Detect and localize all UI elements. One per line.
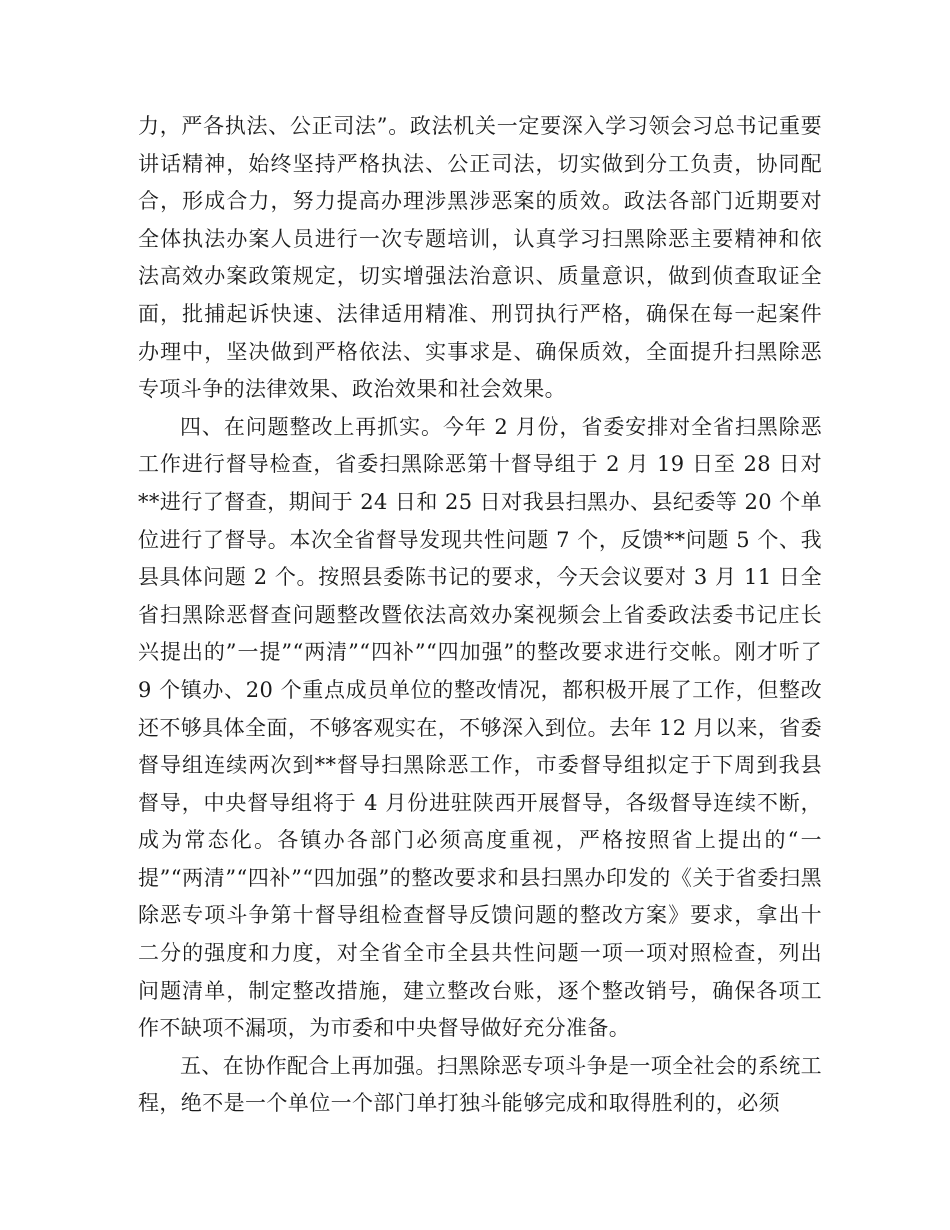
paragraph-3: 五、在协作配合上再加强。扫黑除恶专项斗争是一项全社会的系统工程，绝不是一个单位一个部门单打独斗能够完成和取得胜利的，必须 (138, 1053, 822, 1116)
paragraph-1: 力，严各执法、公正司法”。政法机关一定要深入学习领会习总书记重要讲话精神，始终坚持严格执法、公正司法，切实做到分工负责，协同配合，形成合力，努力提高办理涉黑涉恶案的质效。政法各部门近期要对全体执法办案人员进行一次专题培训，认真学习扫黑除恶主要精神和依法高效办案政策规定，切实增强法治意识、质量意识，做到侦查取证全面，批捕起诉快速、法律适用精准、刑罚执行严格，确保在每一起案件办理中，坚决做到严格依法、实事求是、确保质效，全面提升扫黑除恶专项斗争的法律效果、政治效果和社会效果。 (138, 114, 822, 402)
paragraph-2: 四、在问题整改上再抓实。今年 2 月份，省委安排对全省扫黑除恶工作进行督导检查，省委扫黑除恶第十督导组于 2 月 19 日至 28 日对**进行了督查，期间于 24 日和 25 日对我县扫黑办、县纪委等 20 个单位进行了督导。本次全省督导发现共性问题 7 个，反馈**问题 5 个、我县具体问题 2 个。按照县委陈书记的要求，今天会议要对 3 月 11 日全省扫黑除恶督查问题整改暨依法高效办案视频会上省委政法委书记庄长兴提出的”一提”“两清”“四补”“四加强”的整改要求进行交帐。刚才听了 9 个镇办、20 个重点成员单位的整改情况，都积极开展了工作，但整改还不够具体全面，不够客观实在，不够深入到位。去年 12 月以来，省委督导组连续两次到**督导扫黑除恶工作，市委督导组拟定于下周到我县督导，中央督导组将于 4 月份进驻陕西开展督导，各级督导连续不断，成为常态化。各镇办各部门必须高度重视，严格按照省上提出的“一提”“两清”“四补”“四加强”的整改要求和县扫黑办印发的《关于省委扫黑除恶专项斗争第十督导组检查督导反馈问题的整改方案》要求，拿出十二分的强度和力度，对全省全市全县共性问题一项一项对照检查，列出问题清单，制定整改措施，建立整改台账，逐个整改销号，确保各项工作不缺项不漏项，为市委和中央督导做好充分准备。 (138, 414, 822, 1041)
document-body (138, 108, 822, 1123)
